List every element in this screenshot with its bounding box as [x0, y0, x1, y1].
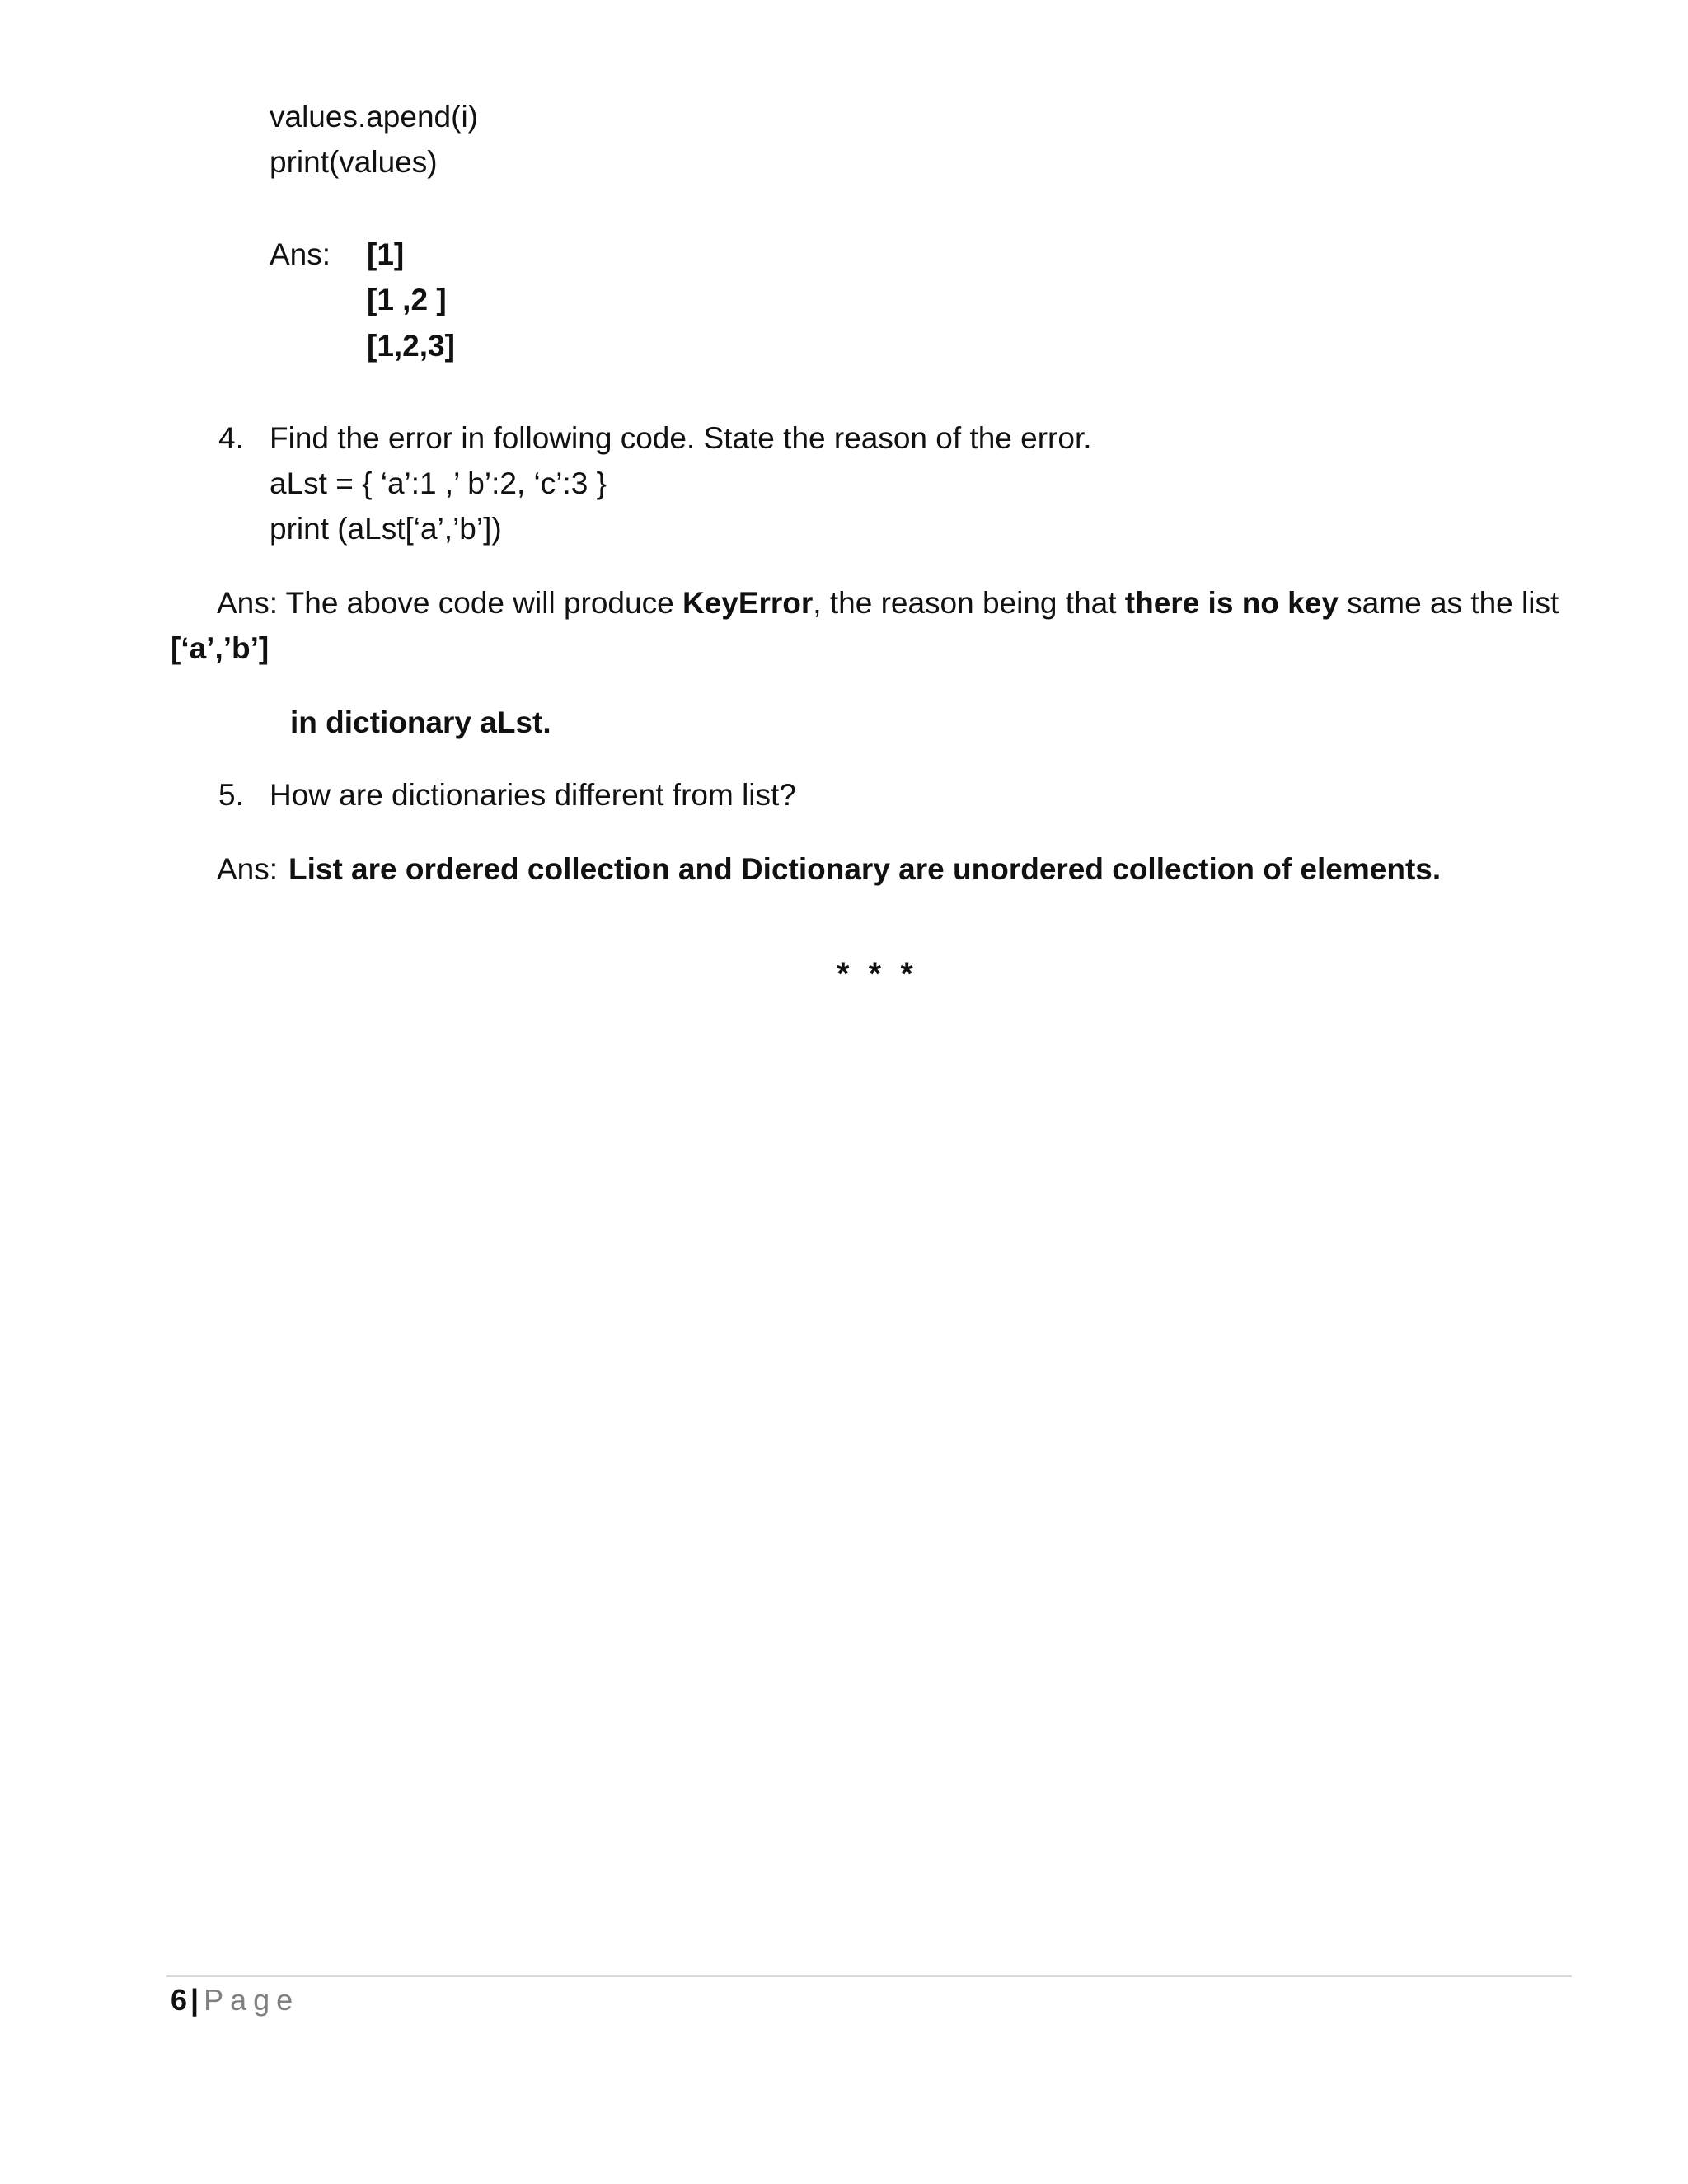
question-4-code-2: print (aLst[‘a’,’b’]): [270, 512, 502, 546]
section-separator: * * *: [837, 956, 918, 992]
answer-4-suffix: same as the list: [1338, 586, 1559, 620]
code-line-print: print(values): [270, 145, 438, 179]
answer-3-output-3: [1,2,3]: [367, 329, 455, 363]
answer-4-prefix: Ans: The above code will produce: [217, 586, 682, 620]
answer-4-list: [‘a’,’b’]: [171, 631, 270, 665]
question-5-text: How are dictionaries different from list?: [270, 778, 796, 812]
answer-4-text: [217, 585, 1559, 621]
question-5-number: 5.: [218, 778, 244, 812]
answer-4-keyerror: KeyError: [682, 586, 814, 620]
page-label: Page: [204, 1983, 300, 2017]
question-4-text: Find the error in following code. State the reason of the error.: [270, 421, 1092, 455]
answer-3-output-2: [1 ,2 ]: [367, 283, 447, 316]
page-footer: [171, 1982, 299, 2018]
answer-4-mid: , the reason being that: [813, 586, 1125, 620]
page-number: 6: [171, 1983, 188, 2017]
answer-4-tail: in dictionary aLst.: [290, 705, 551, 739]
answer-4-no-key: there is no key: [1124, 586, 1339, 620]
answer-3-label: Ans:: [270, 237, 331, 271]
answer-5-text: List are ordered collection and Dictionary are unordered collection of elements.: [288, 852, 1442, 886]
question-4-number: 4.: [218, 421, 244, 455]
footer-divider: [166, 1975, 1572, 1977]
footer-separator: |: [190, 1983, 199, 2017]
answer-3-output-1: [1]: [367, 237, 405, 271]
answer-5-label: Ans:: [217, 852, 279, 886]
question-4-code-1: aLst = { ‘a’:1 ,’ b’:2, ‘c’:3 }: [270, 466, 607, 500]
code-line-append: values.apend(i): [270, 100, 478, 134]
